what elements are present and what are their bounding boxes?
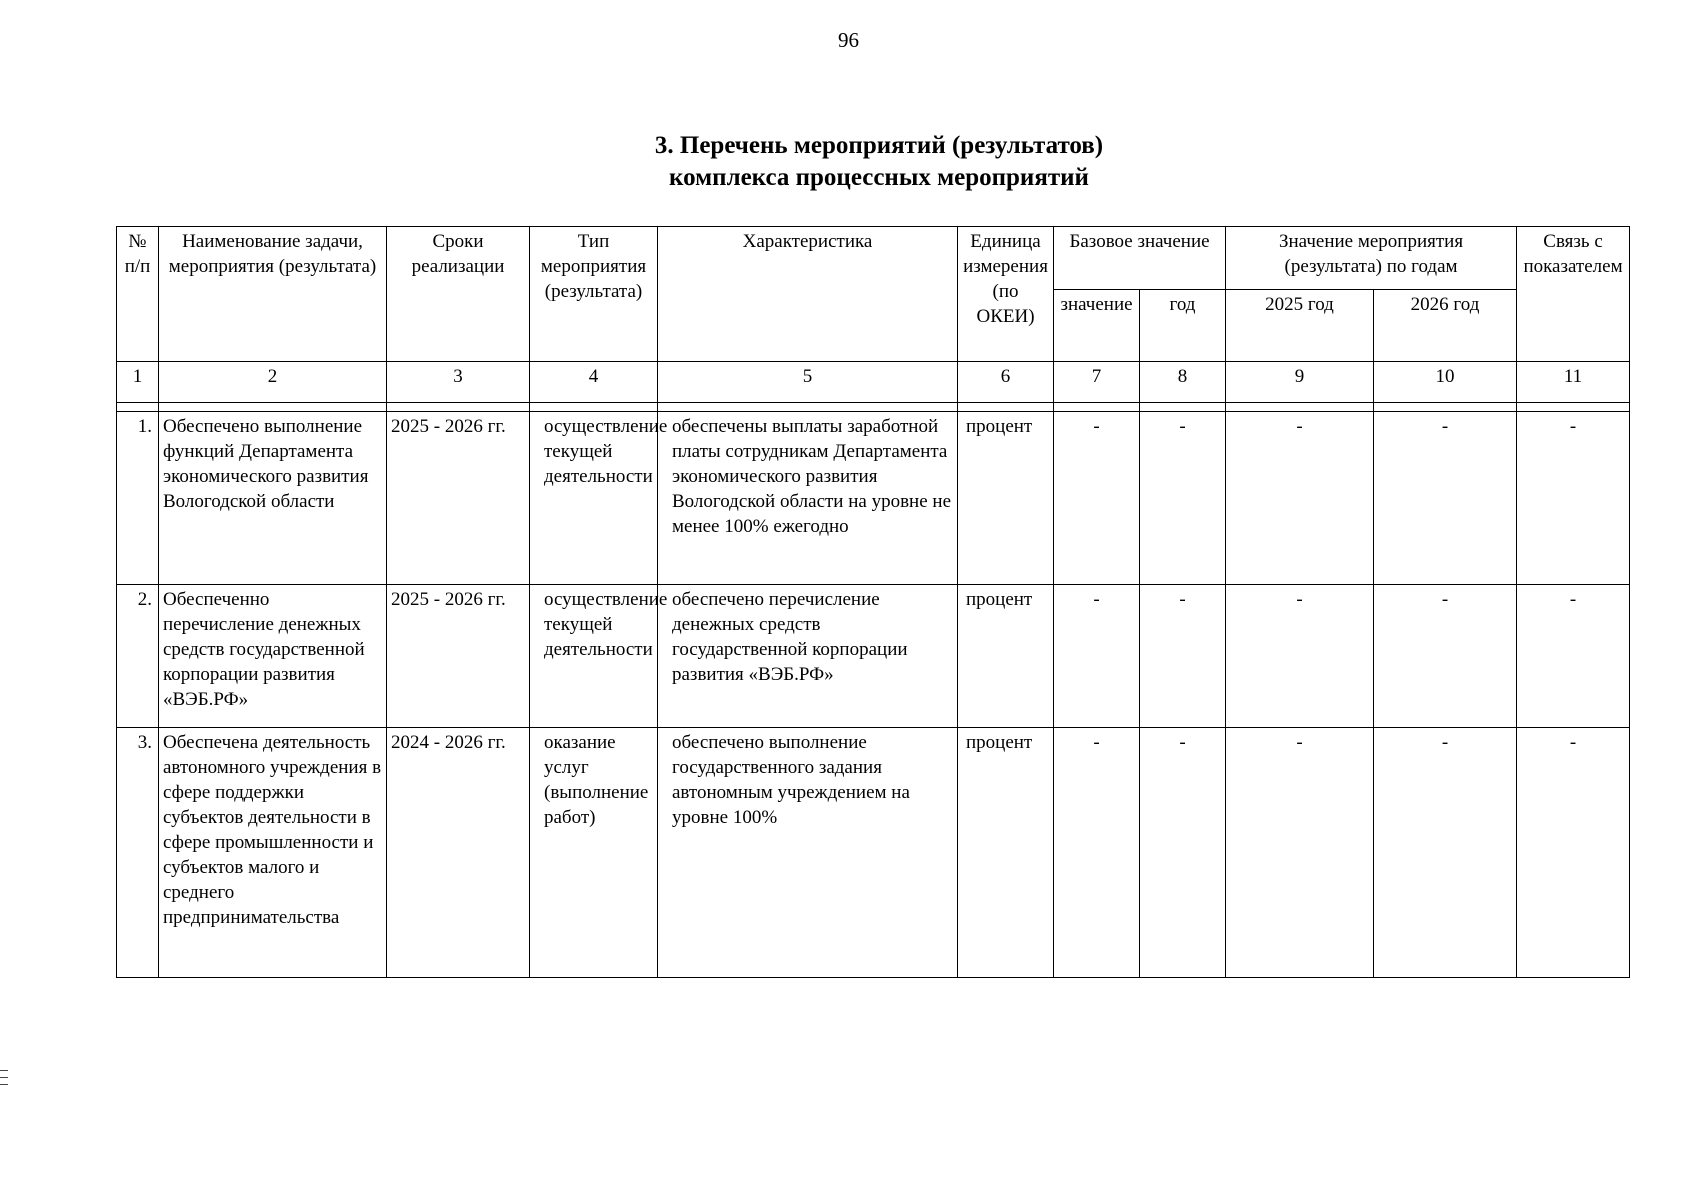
row-link: -	[1517, 412, 1630, 585]
row-unit: процент	[958, 728, 1054, 978]
page-title	[0, 130, 1697, 194]
header-year-2026: 2026 год	[1374, 290, 1517, 362]
row-base-year: -	[1140, 412, 1226, 585]
column-number: 2	[159, 362, 387, 403]
row-value-2026: -	[1374, 585, 1517, 728]
header-base-value-year: год	[1140, 290, 1226, 362]
row-value-2025: -	[1226, 585, 1374, 728]
column-number: 8	[1140, 362, 1226, 403]
page-number: 96	[838, 28, 859, 52]
header-unit: Единица измерения (по ОКЕИ)	[958, 227, 1054, 362]
row-name: Обеспечена деятельность автономного учреждения в сфере поддержки субъектов деятельности в сфере промышленности и субъектов малого и среднего предпринимательства	[159, 728, 387, 978]
row-type: осуществление текущей деятельности	[530, 412, 658, 585]
row-number: 2.	[117, 585, 159, 728]
row-type: осуществление текущей деятельности	[530, 585, 658, 728]
row-terms: 2025 - 2026 гг.	[387, 585, 530, 728]
header-year-2025: 2025 год	[1226, 290, 1374, 362]
binding-margin-mark	[0, 1070, 8, 1091]
row-base-value: -	[1054, 728, 1140, 978]
column-number: 3	[387, 362, 530, 403]
column-number-row	[117, 362, 1630, 403]
row-value-2025: -	[1226, 412, 1374, 585]
header-name: Наименование задачи, мероприятия (результата)	[159, 227, 387, 362]
header-type: Тип мероприятия (результата)	[530, 227, 658, 362]
column-number: 10	[1374, 362, 1517, 403]
row-base-year: -	[1140, 728, 1226, 978]
row-value-2026: -	[1374, 728, 1517, 978]
title-line-2: комплекса процессных мероприятий	[669, 164, 1089, 191]
spacer-row	[117, 403, 1630, 412]
header-link: Связь с показателем	[1517, 227, 1630, 362]
header-row-1	[117, 227, 1630, 290]
row-name: Обеспечено выполнение функций Департамента экономического развития Вологодской области	[159, 412, 387, 585]
row-base-value: -	[1054, 412, 1140, 585]
row-value-2025: -	[1226, 728, 1374, 978]
row-characteristic: обеспечены выплаты заработной платы сотрудникам Департамента экономического развития Вологодской области на уровне не менее 100% ежегодно	[658, 412, 958, 585]
column-number: 6	[958, 362, 1054, 403]
row-unit: процент	[958, 412, 1054, 585]
column-number: 5	[658, 362, 958, 403]
column-number: 11	[1517, 362, 1630, 403]
row-base-value: -	[1054, 585, 1140, 728]
row-unit: процент	[958, 585, 1054, 728]
title-line-1: 3. Перечень мероприятий (результатов)	[654, 132, 1104, 159]
row-link: -	[1517, 728, 1630, 978]
row-name: Обеспеченно перечисление денежных средств государственной корпорации развития «ВЭБ.РФ»	[159, 585, 387, 728]
row-terms: 2024 - 2026 гг.	[387, 728, 530, 978]
column-number: 1	[117, 362, 159, 403]
column-number: 9	[1226, 362, 1374, 403]
column-number: 4	[530, 362, 658, 403]
header-values-by-year: Значение мероприятия (результата) по годам	[1226, 227, 1517, 290]
row-link: -	[1517, 585, 1630, 728]
header-base-value: Базовое значение	[1054, 227, 1226, 290]
column-number: 7	[1054, 362, 1140, 403]
row-characteristic: обеспечено перечисление денежных средств государственной корпорации развития «ВЭБ.РФ»	[658, 585, 958, 728]
row-value-2026: -	[1374, 412, 1517, 585]
header-no: № п/п	[117, 227, 159, 362]
measures-table	[116, 226, 1630, 978]
row-number: 3.	[117, 728, 159, 978]
header-terms: Сроки реализации	[387, 227, 530, 362]
row-type: оказание услуг (выполнение работ)	[530, 728, 658, 978]
row-number: 1.	[117, 412, 159, 585]
row-terms: 2025 - 2026 гг.	[387, 412, 530, 585]
table-row	[117, 728, 1630, 978]
row-characteristic: обеспечено выполнение государственного задания автономным учреждением на уровне 100%	[658, 728, 958, 978]
table-row	[117, 585, 1630, 728]
row-base-year: -	[1140, 585, 1226, 728]
header-characteristic: Характеристика	[658, 227, 958, 362]
table-row	[117, 412, 1630, 585]
header-base-value-value: значение	[1054, 290, 1140, 362]
